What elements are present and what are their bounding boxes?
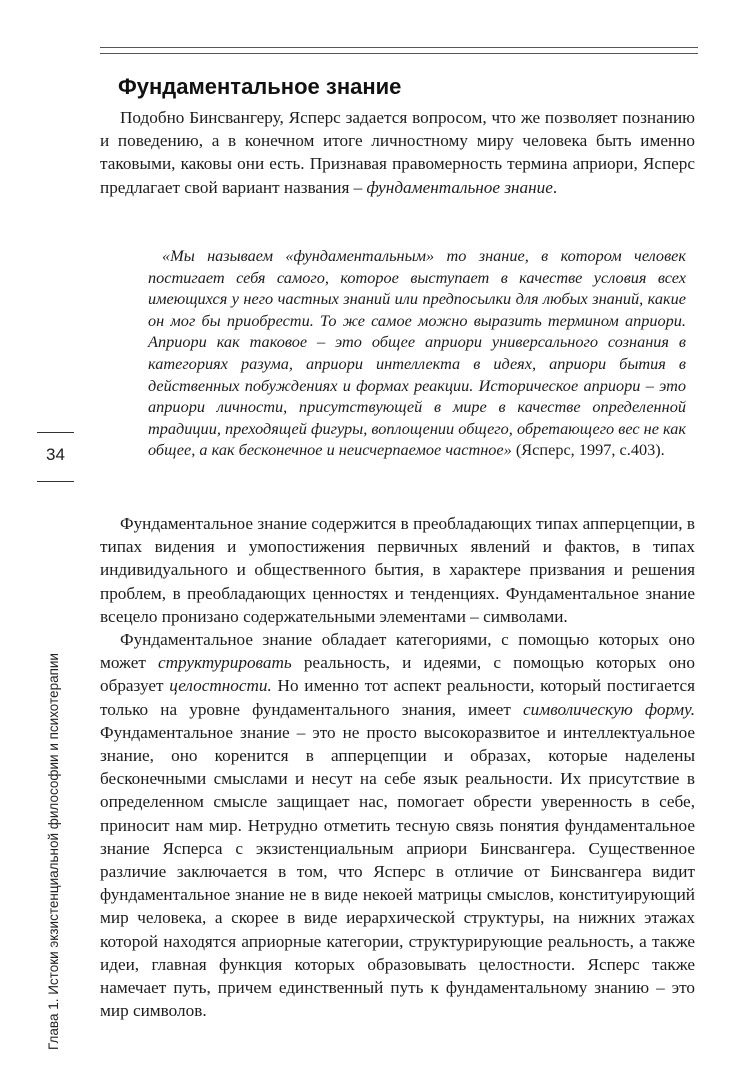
body-text [100, 512, 695, 1022]
top-double-rule [100, 47, 698, 54]
quote-text: «Мы называем «фундаментальным» то знание, в котором человек постигает себя самого, которое выступает в качестве условия всех имеющихся у него частных знаний или предпосылки для любых знаний, какие он мог бы приобрести. То же самое можно выразить термином априори. Априори как таковое – это общее априори универсального сознания в категориях разума, априори интеллекта в идеях, априори бытия в действенных побуждениях и формах реакции. Историческое априори – это априори личности, присутствующей в мире в качестве определенной традиции, преходящей фигуры, воплощении общего, обретающего вес не как общее, а как бесконечное и неисчерпаемое частное» [148, 246, 686, 460]
paragraph-2: Фундаментальное знание обладает категориями, с помощью которых оно может структурировать реальность, и идеями, с помощью которых оно образует целостности. Но именно тот аспект реальности, который постигается только на уровне фундаментального знания, имеет символическую форму. Фундаментальное знание – это не просто высокоразвитое и интеллектуальное знание, оно коренится в апперцепции и образах, которые наделены бесконечными смыслами и несут на себе язык реальности. Их присутствие в определенном смысле защищает нас, помогает обрести уверенность в себе, приносит нам мир. Нетрудно отметить тесную связь понятия фундаментальное знание Ясперса с экзистенциальным априори Бинсвангера. Существенное различие заключается в том, что Ясперс в отличие от Бинсвангера видит фундаментальное знание не в виде некоей матрицы смыслов, конституирующий мир человека, а скорее в виде иерархической структуры, на нижних этажах которой находятся априорные категории, структурирующие реальность, а также идеи, главная функция которых образовывать целостности. Ясперс также намечает путь, причем единственный путь к фундаментальному знанию – это мир символов. [100, 630, 695, 1021]
intro-paragraph: Подобно Бинсвангеру, Ясперс задается вопросом, что же позволяет познанию и поведению, а в конечном итоге личностному миру человека быть именно таковыми, каковы они есть. Признавая правомерность термина априори, Ясперс предлагает свой вариант названия – фундаментальное знание. [100, 108, 695, 197]
page-number: 34 [46, 445, 65, 464]
intro-term: фундаментальное знание [366, 177, 553, 197]
section-heading: Фундаментальное знание [118, 74, 402, 99]
intro-text: Подобно Бинсвангеру, Ясперс задается вопросом, что же позволяет познанию и поведению, а в конечном итоге личностному миру человека быть именно таковыми, каковы они есть. Признавая правомерность термина априори, Ясперс предлагает свой вариант названия – [100, 108, 695, 197]
block-quote [148, 245, 686, 461]
quote-citation: (Ясперс, 1997, с.403). [511, 440, 665, 460]
page-number-rule-top [37, 432, 74, 433]
running-head: Глава 1. Истоки экзистенциальной философии и психотерапии [46, 653, 61, 1050]
paragraph-1: Фундаментальное знание содержится в преобладающих типах апперцепции, в типах видения и умопостижения первичных явлений и фактов, в типах индивидуального и общественного бытия, в характере призвания и решения проблем, в преобладающих ценностях и тенденциях. Фундаментальное знание всецело пронизано содержательными элементами – символами. [100, 514, 695, 626]
page-number-rule-bottom [37, 481, 74, 482]
